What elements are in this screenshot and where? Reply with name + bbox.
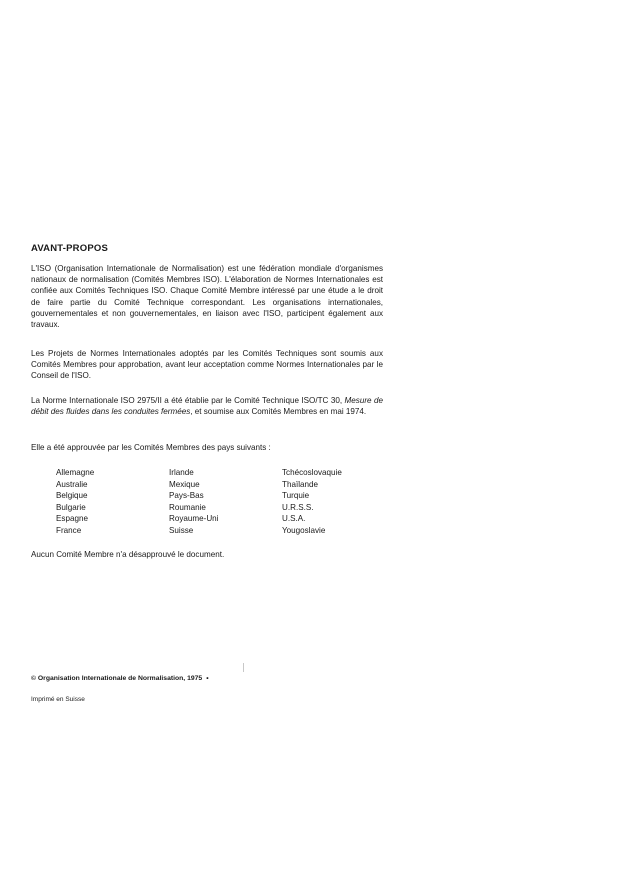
copyright-line — [31, 675, 209, 682]
country-item: Turquie — [282, 491, 310, 501]
country-column — [56, 467, 94, 537]
paragraph-standard-origin-start: La Norme Internationale ISO 2975/II a été établie par le Comité Technique ISO/TC 30, — [31, 396, 345, 405]
copyright-text: © Organisation Internationale de Normalisation, 1975 — [31, 675, 203, 682]
country-item: Thaïlande — [282, 479, 318, 489]
country-item: Belgique — [56, 491, 88, 501]
country-item: Mexique — [169, 479, 200, 489]
section-heading: AVANT-PROPOS — [31, 243, 108, 254]
approving-countries-list — [56, 467, 396, 539]
country-item: Irlande — [169, 468, 194, 477]
paragraph-draft-standards: Les Projets de Normes Internationales adoptés par les Comités Techniques sont soumis aux Comités Membres pour approbation, avant leur acceptation comme Normes Internationales par le Conseil de l'ISO. — [31, 349, 383, 381]
paragraph-approval-intro: Elle a été approuvée par les Comités Membres des pays suivants : — [31, 443, 271, 452]
paragraph-no-disapproval: Aucun Comité Membre n'a désapprouvé le document. — [31, 550, 225, 559]
country-item: U.S.A. — [282, 514, 306, 524]
committee-title: Mesure de débit des fluides dans les conduites fermées — [31, 396, 383, 417]
country-item: Roumanie — [169, 502, 206, 512]
country-column — [282, 467, 342, 537]
bullet-mark: • — [206, 675, 209, 682]
country-item: Yougoslavie — [282, 525, 326, 535]
country-column — [169, 467, 218, 537]
country-item: France — [56, 525, 82, 535]
country-item: Espagne — [56, 514, 88, 524]
paragraph-standard-origin — [31, 395, 383, 417]
country-item: Allemagne — [56, 468, 95, 477]
country-item: U.R.S.S. — [282, 502, 314, 512]
printed-in-note: Imprimé en Suisse — [31, 696, 85, 703]
paragraph-standard-origin-end: , et soumise aux Comités Membres en mai 1974. — [190, 407, 367, 417]
country-item: Suisse — [169, 525, 194, 535]
paragraph-iso-description: L'ISO (Organisation Internationale de Normalisation) est une fédération mondiale d'organismes nationaux de normalisation (Comités Membres ISO). L'élaboration de Normes Internationales est confiée aux Comités Techniques ISO. Chaque Comité Membre intéressé par une étude a le droit de faire partie du Comité Technique correspondant. Les organisations internationales, gouvernementales et non gouvernementales, en liaison avec l'ISO, participent également aux travaux. — [31, 264, 383, 330]
country-item: Royaume-Uni — [169, 514, 219, 524]
country-item: Pays-Bas — [169, 491, 204, 501]
country-item: Tchécoslovaquie — [282, 468, 342, 477]
country-item: Australie — [56, 479, 88, 489]
country-item: Bulgarie — [56, 502, 86, 512]
scan-mark — [243, 663, 244, 672]
